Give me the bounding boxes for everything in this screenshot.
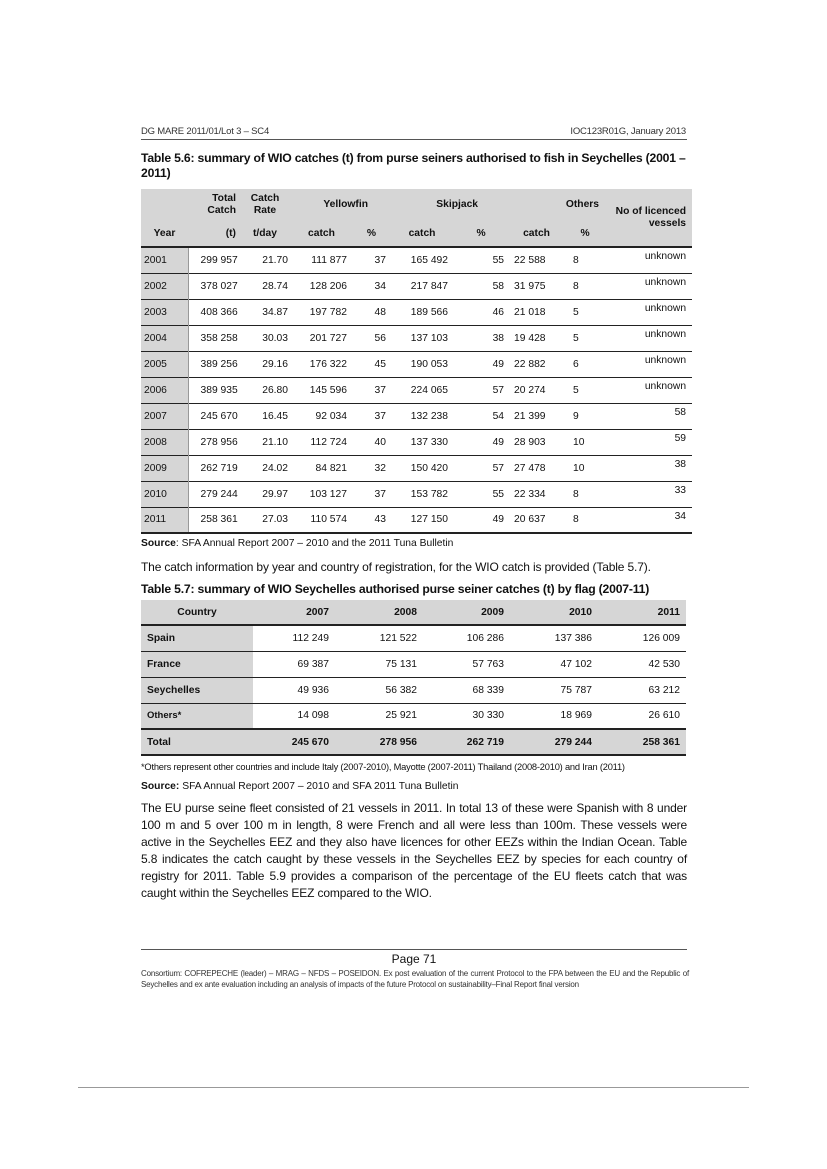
cell-skipjack-pct: 58	[492, 280, 505, 292]
cell-catch-rate: 29.97	[262, 488, 288, 500]
header-ot-pct: %	[565, 221, 605, 247]
cell-yellowfin-pct: 40	[374, 436, 387, 448]
table-row	[141, 299, 692, 325]
cell-year: 2003	[141, 299, 188, 325]
cell-year: 2002	[141, 273, 188, 299]
cell-others-pct: 6	[573, 358, 579, 370]
table-row	[141, 273, 692, 299]
cell-licenced-vessels: 38	[674, 458, 687, 470]
footer-rule	[141, 949, 687, 950]
table-row	[141, 651, 686, 677]
cell-others-catch: 21 399	[514, 410, 546, 422]
cell-value: 121 522	[379, 632, 417, 644]
cell-others-catch: 21 018	[514, 306, 546, 318]
cell-year: 2006	[141, 377, 188, 403]
cell-skipjack-pct: 57	[492, 462, 505, 474]
table-row	[141, 351, 692, 377]
table-row	[141, 455, 692, 481]
header-left: DG MARE 2011/01/Lot 3 – SC4	[141, 126, 270, 137]
cell-licenced-vessels: unknown	[644, 354, 687, 366]
cell-yellowfin-catch: 92 034	[315, 410, 347, 422]
total-row	[141, 729, 686, 755]
cell-others-pct: 5	[573, 332, 579, 344]
cell-value: 75 787	[560, 684, 592, 696]
cell-value: 47 102	[560, 658, 592, 670]
cell-licenced-vessels: unknown	[644, 380, 687, 392]
cell-licenced-vessels: unknown	[644, 328, 687, 340]
cell-licenced-vessels: 34	[674, 510, 687, 522]
cell-yellowfin-pct: 37	[374, 384, 387, 396]
header-skipjack: Skipjack	[390, 189, 508, 221]
cell-catch-rate: 26.80	[262, 384, 288, 396]
cell-others-catch: 20 637	[514, 514, 546, 526]
cell-catch-rate: 21.70	[262, 254, 288, 266]
cell-yellowfin-pct: 32	[374, 462, 387, 474]
cell-others-catch: 22 588	[514, 254, 546, 266]
cell-total-catch: 245 670	[200, 410, 238, 422]
header-yf-pct: %	[353, 221, 390, 247]
header-sj-catch: catch	[390, 221, 454, 247]
cell-value: 18 969	[560, 710, 592, 722]
cell-value: 30 330	[472, 710, 504, 722]
cell-others-pct: 10	[573, 462, 585, 474]
header-others: Others	[508, 189, 605, 221]
cell-value: 245 670	[291, 736, 329, 748]
cell-year: 2004	[141, 325, 188, 351]
cell-skipjack-catch: 217 847	[410, 280, 449, 292]
cell-others-pct: 5	[573, 306, 579, 318]
cell-skipjack-pct: 46	[492, 306, 505, 318]
cell-total-catch: 358 258	[200, 332, 238, 344]
cell-others-catch: 27 478	[514, 462, 546, 474]
cell-licenced-vessels: 58	[674, 406, 687, 418]
header-right: IOC123R01G, January 2013	[570, 126, 686, 137]
paragraph-catch-info: The catch information by year and country of registration, for the WIO catch is provided (Table 5.7).	[141, 560, 651, 574]
source-text: : SFA Annual Report 2007 – 2010 and the 2011 Tuna Bulletin	[175, 538, 454, 549]
cell-others-catch: 20 274	[514, 384, 546, 396]
table-5-6	[141, 189, 692, 534]
cell-yellowfin-pct: 37	[374, 488, 387, 500]
header-ot-catch: catch	[508, 221, 565, 247]
footer-consortium: Consortium: COFREPECHE (leader) – MRAG – NFDS – POSEIDON. Ex post evaluation of the current Protocol to the FPA between the EU and the Republic of Seychelles and ex ante evaluation including an analysis of impacts of the future Protocol on sustainability–Final Report final version	[141, 969, 689, 989]
cell-skipjack-pct: 54	[492, 410, 505, 422]
header-unit-tday: t/day	[240, 221, 290, 247]
cell-others-catch: 19 428	[514, 332, 546, 344]
cell-skipjack-pct: 49	[492, 514, 505, 526]
cell-skipjack-catch: 153 782	[410, 488, 449, 500]
header-rule	[141, 139, 687, 140]
header-total-catch: Total Catch	[188, 189, 240, 221]
cell-value: 137 386	[554, 632, 592, 644]
cell-yellowfin-pct: 56	[374, 332, 387, 344]
header-year-2008: 2008	[394, 606, 417, 618]
cell-others-pct: 5	[573, 384, 579, 396]
table-row	[141, 325, 692, 351]
cell-catch-rate: 30.03	[262, 332, 288, 344]
cell-others-catch: 31 975	[514, 280, 546, 292]
header-year-2009: 2009	[481, 606, 504, 618]
cell-total-catch: 378 027	[200, 280, 238, 292]
table-row	[141, 677, 686, 703]
cell-value: 126 009	[642, 632, 680, 644]
cell-licenced-vessels: unknown	[644, 302, 687, 314]
cell-year: 2007	[141, 403, 188, 429]
cell-country: Spain	[141, 625, 253, 651]
header-yf-catch: catch	[290, 221, 353, 247]
cell-value: 75 131	[385, 658, 417, 670]
cell-year: 2008	[141, 429, 188, 455]
table-row	[141, 507, 692, 533]
cell-value: 69 387	[297, 658, 329, 670]
cell-value: 25 921	[385, 710, 417, 722]
header-sj-pct: %	[454, 221, 508, 247]
cell-skipjack-catch: 127 150	[410, 514, 449, 526]
running-header	[141, 126, 686, 137]
cell-yellowfin-catch: 84 821	[315, 462, 347, 474]
cell-country: Total	[141, 729, 253, 755]
cell-yellowfin-catch: 128 206	[309, 280, 347, 292]
cell-total-catch: 278 956	[200, 436, 238, 448]
cell-catch-rate: 27.03	[262, 514, 288, 526]
cell-value: 49 936	[297, 684, 329, 696]
cell-others-pct: 8	[573, 280, 579, 292]
cell-total-catch: 258 361	[200, 514, 238, 526]
cell-skipjack-catch: 189 566	[410, 306, 449, 318]
cell-yellowfin-catch: 197 782	[309, 306, 347, 318]
cell-year: 2009	[141, 455, 188, 481]
cell-value: 106 286	[466, 632, 504, 644]
cell-total-catch: 262 719	[200, 462, 238, 474]
cell-licenced-vessels: unknown	[644, 276, 687, 288]
source-label: Source:	[141, 781, 180, 792]
cell-year: 2001	[141, 247, 188, 273]
cell-licenced-vessels: 59	[674, 432, 687, 444]
table-5-6-caption: Table 5.6: summary of WIO catches (t) from purse seiners authorised to fish in Seychelles (2001 – 2011)	[141, 151, 686, 180]
cell-year: 2010	[141, 481, 188, 507]
cell-country: Others*	[141, 703, 253, 729]
table-5-7-footnote: *Others represent other countries and include Italy (2007-2010), Mayotte (2007-2011) Thailand (2008-2010) and Iran (2011)	[141, 762, 625, 772]
cell-others-pct: 9	[573, 410, 579, 422]
header-catch-rate: Catch Rate	[240, 189, 290, 221]
cell-yellowfin-pct: 48	[374, 306, 387, 318]
cell-skipjack-catch: 150 420	[410, 462, 449, 474]
cell-skipjack-pct: 55	[492, 254, 505, 266]
cell-value: 56 382	[385, 684, 417, 696]
cell-yellowfin-catch: 176 322	[309, 358, 347, 370]
cell-yellowfin-pct: 43	[374, 514, 387, 526]
header-year: Year	[141, 221, 188, 247]
cell-yellowfin-pct: 45	[374, 358, 387, 370]
cell-yellowfin-pct: 37	[374, 254, 387, 266]
cell-catch-rate: 21.10	[262, 436, 288, 448]
cell-skipjack-catch: 132 238	[410, 410, 449, 422]
source-text: SFA Annual Report 2007 – 2010 and SFA 2011 Tuna Bulletin	[179, 781, 459, 792]
cell-country: France	[141, 651, 253, 677]
source-label: Source	[141, 538, 176, 549]
table-row	[141, 625, 686, 651]
cell-yellowfin-catch: 111 877	[311, 254, 347, 266]
cell-skipjack-pct: 57	[492, 384, 505, 396]
cell-value: 68 339	[472, 684, 504, 696]
cell-yellowfin-pct: 37	[374, 410, 387, 422]
cell-skipjack-pct: 49	[492, 358, 505, 370]
cell-yellowfin-catch: 201 727	[309, 332, 347, 344]
page-bottom-rule	[78, 1087, 749, 1088]
cell-skipjack-pct: 49	[492, 436, 505, 448]
cell-others-pct: 10	[573, 436, 585, 448]
cell-country: Seychelles	[141, 677, 253, 703]
cell-value: 262 719	[466, 736, 504, 748]
cell-catch-rate: 24.02	[262, 462, 288, 474]
cell-skipjack-pct: 55	[492, 488, 505, 500]
cell-yellowfin-pct: 34	[374, 280, 387, 292]
cell-value: 258 361	[642, 736, 680, 748]
cell-value: 57 763	[472, 658, 504, 670]
cell-others-pct: 8	[573, 514, 579, 526]
page-number: Page 71	[391, 952, 437, 966]
cell-others-catch: 28 903	[514, 436, 546, 448]
cell-others-pct: 8	[573, 254, 579, 266]
cell-value: 278 956	[379, 736, 417, 748]
cell-value: 63 212	[648, 684, 680, 696]
cell-value: 42 530	[648, 658, 680, 670]
cell-total-catch: 299 957	[200, 254, 238, 266]
table-5-7-caption: Table 5.7: summary of WIO Seychelles authorised purse seiner catches (t) by flag (2007-11)	[141, 582, 650, 596]
header-year-2010: 2010	[569, 606, 592, 618]
cell-yellowfin-catch: 110 574	[310, 514, 347, 526]
cell-value: 14 098	[297, 710, 329, 722]
header-year-2007: 2007	[306, 606, 329, 618]
header-year-2011: 2011	[657, 606, 680, 618]
cell-total-catch: 279 244	[200, 488, 238, 500]
cell-catch-rate: 34.87	[262, 306, 288, 318]
cell-value: 26 610	[648, 710, 680, 722]
cell-skipjack-pct: 38	[492, 332, 505, 344]
header-yellowfin: Yellowfin	[290, 189, 390, 221]
table-row	[141, 377, 692, 403]
cell-licenced-vessels: 33	[674, 484, 687, 496]
cell-yellowfin-catch: 103 127	[309, 488, 347, 500]
table-row	[141, 247, 692, 273]
header-unit-t: (t)	[188, 221, 240, 247]
cell-catch-rate: 29.16	[262, 358, 288, 370]
cell-skipjack-catch: 137 103	[410, 332, 449, 344]
cell-year: 2011	[141, 507, 188, 533]
table-row	[141, 403, 692, 429]
cell-others-catch: 22 882	[514, 358, 546, 370]
table-row	[141, 429, 692, 455]
cell-skipjack-catch: 190 053	[410, 358, 449, 370]
cell-catch-rate: 28.74	[262, 280, 288, 292]
cell-licenced-vessels: unknown	[644, 251, 687, 262]
header-country: Country	[177, 606, 217, 618]
table-row	[141, 481, 692, 507]
cell-skipjack-catch: 137 330	[410, 436, 449, 448]
cell-yellowfin-catch: 112 724	[310, 436, 347, 448]
cell-total-catch: 408 366	[200, 306, 238, 318]
cell-total-catch: 389 935	[200, 384, 238, 396]
cell-value: 279 244	[554, 736, 592, 748]
cell-year: 2005	[141, 351, 188, 377]
cell-catch-rate: 16.45	[262, 410, 288, 422]
cell-skipjack-catch: 224 065	[410, 384, 449, 396]
table-row	[141, 703, 686, 729]
cell-others-pct: 8	[573, 488, 579, 500]
cell-yellowfin-catch: 145 596	[309, 384, 347, 396]
cell-value: 112 249	[292, 632, 329, 644]
table-5-7-source	[141, 781, 459, 792]
cell-others-catch: 22 334	[514, 488, 546, 500]
table-5-7	[141, 600, 686, 756]
header-blank	[141, 189, 188, 221]
cell-total-catch: 389 256	[200, 358, 238, 370]
header-licenced-vessels: No of licenced vessels	[605, 189, 692, 247]
paragraph-eu-fleet: The EU purse seine fleet consisted of 21 vessels in 2011. In total 13 of these were Spanish with 8 under 100 m and 5 over 100 m in length, 8 were French and all were less than 100m. These vessels were active in the Seychelles EEZ and they also have licences for other EEZs within the Indian Ocean. Table 5.8 indicates the catch caught by these vessels in the Seychelles EEZ by species for each country of registry for 2011. Table 5.9 provides a comparison of the percentage of the EU fleets catch that was caught within the Seychelles EEZ compared to the WIO.	[141, 801, 687, 900]
cell-skipjack-catch: 165 492	[410, 254, 449, 266]
table-5-6-source	[141, 538, 453, 549]
